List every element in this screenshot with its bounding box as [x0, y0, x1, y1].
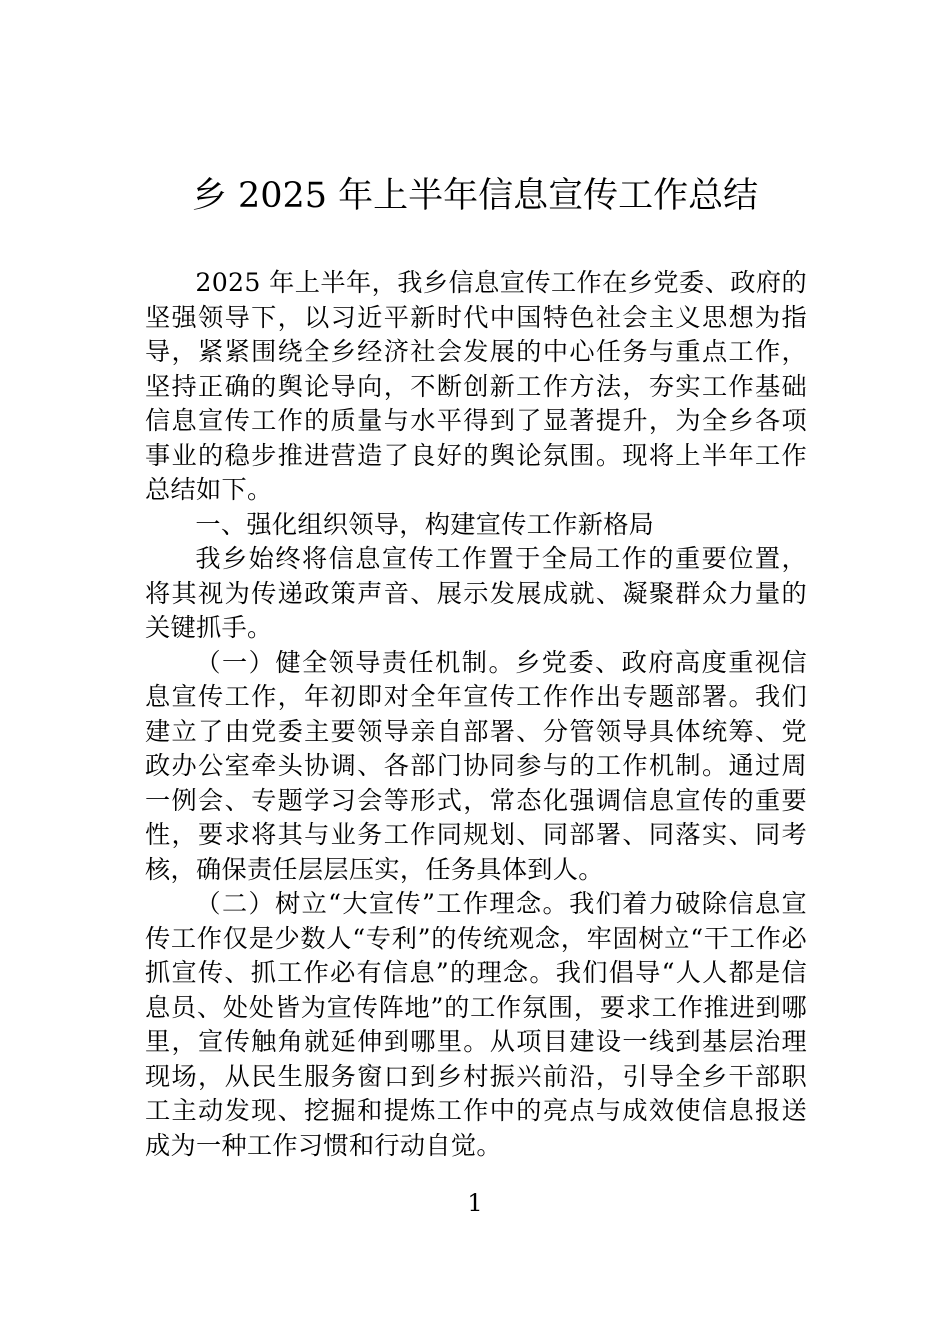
document-title: 乡 2025 年上半年信息宣传工作总结	[191, 176, 759, 216]
intro-paragraph: 2025 年上半年，我乡信息宣传工作在乡党委、政府的坚强领导下，以习近平新时代中国特色社会主义思想为指导，紧紧围绕全乡经济社会发展的中心任务与重点工作，坚持正确的舆论导向，不断创新工作方法，夯实工作基础信息宣传工作的质量与水平得到了显著提升，为全乡各项事业的稳步推进营造了良好的舆论氛围。现将上半年工作总结如下。	[145, 268, 808, 504]
subsection-1-paragraph: （一）健全领导责任机制。乡党委、政府高度重视信息宣传工作，年初即对全年宣传工作作出专题部署。我们建立了由党委主要领导亲自部署、分管领导具体统筹、党政办公室牵头协调、各部门协同参与的工作机制。通过周一例会、专题学习会等形式，常态化强调信息宣传的重要性，要求将其与业务工作同规划、同部署、同落实、同考核，确保责任层层压实，任务具体到人。	[145, 647, 807, 884]
subsection-2-paragraph: （二）树立“大宣传”工作理念。我们着力破除信息宣传工作仅是少数人“专利”的传统观念，牢固树立“干工作必抓宣传、抓工作必有信息”的理念。我们倡导“人人都是信息员、处处皆为宣传阵地”的工作氛围，要求工作推进到哪里，宣传触角就延伸到哪里。从项目建设一线到基层治理现场，从民生服务窗口到乡村振兴前沿，引导全乡干部职工主动发现、挖掘和提炼工作中的亮点与成效使信息报送成为一种工作习惯和行动自觉。	[145, 889, 807, 1160]
section-1-paragraph: 我乡始终将信息宣传工作置于全局工作的重要位置，将其视为传递政策声音、展示发展成就、凝聚群众力量的关键抓手。	[145, 544, 807, 642]
document-body	[145, 266, 807, 1163]
page-number: 1	[467, 1189, 483, 1217]
section-heading-1: 一、强化组织领导，构建宣传工作新格局	[195, 509, 655, 539]
